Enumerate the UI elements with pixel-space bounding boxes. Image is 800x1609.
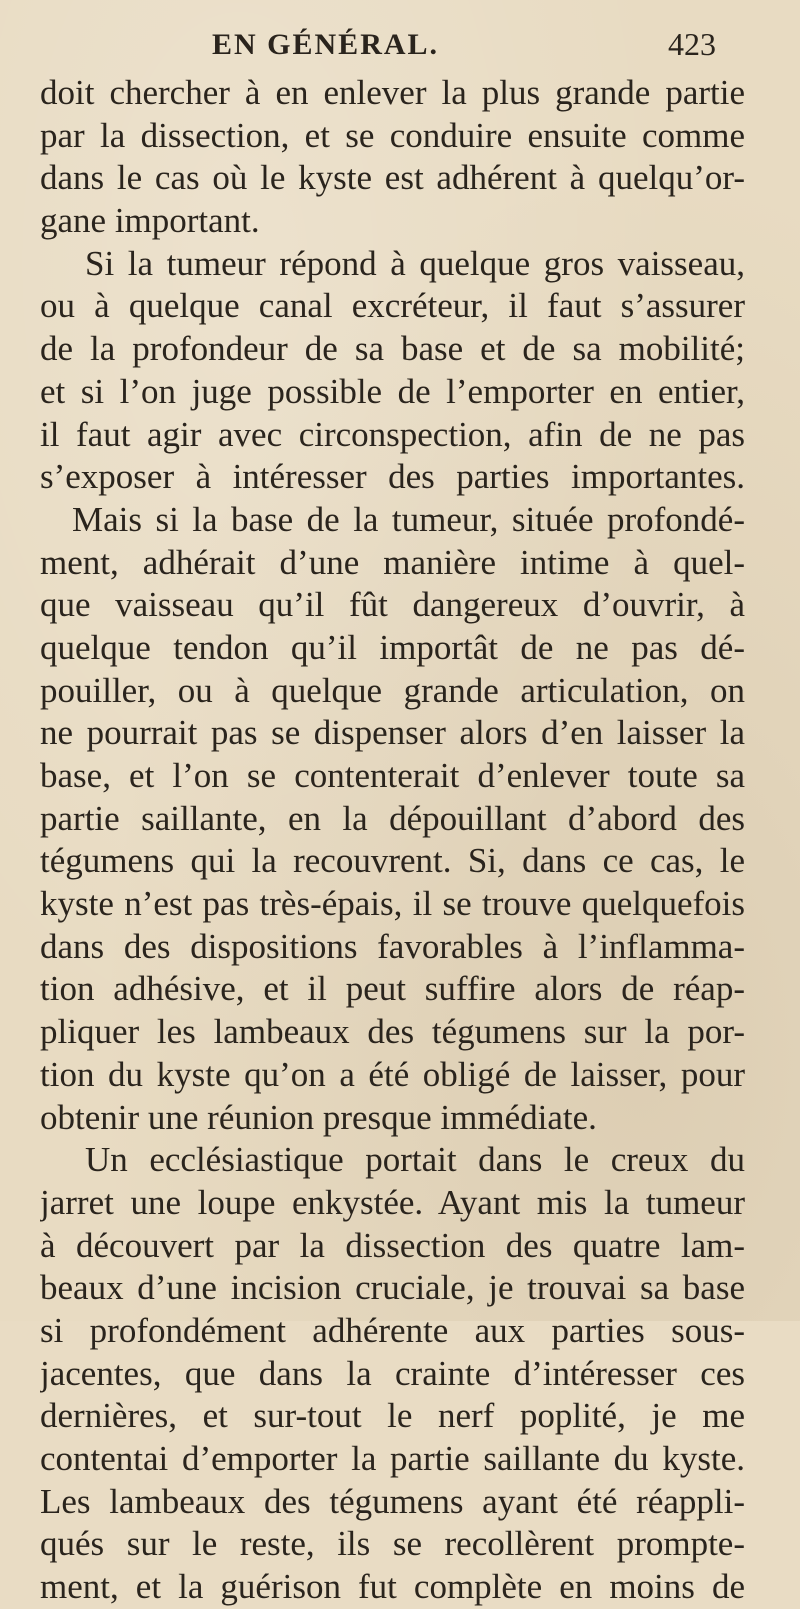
text-line: que vaisseau qu’il fût dangereux d’ouvrir, à [40,585,745,625]
text-line: dans des dispositions favorables à l’inflamma- [40,926,745,966]
text-line: base, et l’on se contenterait d’enlever toute sa [40,756,745,795]
page-header [0,10,800,70]
body-text [40,72,745,1609]
text-line: partie saillante, en la dépouillant d’abord des [40,798,745,838]
text-line: pouiller, ou à quelque grande articulation, on [40,670,745,710]
text-line: Les lambeaux des tégumens ayant été réappli- [40,1481,745,1521]
text-line: dans le cas où le kyste est adhérent à quelqu’or- [40,158,745,198]
text-line: quelque tendon qu’il importât de ne pas dé- [40,627,745,667]
text-line: jarret une loupe enkystée. Ayant mis la tumeur [40,1182,745,1222]
text-line: dernières, et sur-tout le nerf poplité, je me [40,1396,745,1436]
text-line: gane important. [40,201,260,241]
text-line: obtenir une réunion presque immédiate. [40,1097,597,1137]
text-line: ment, adhérait d’une manière intime à quel- [40,542,745,582]
text-line: par la dissection, et se conduire ensuite comme [40,115,745,155]
text-line: si profondément adhérente aux parties sous- [40,1310,745,1350]
text-line: pliquer les lambeaux des tégumens sur la por- [40,1012,745,1052]
text-line: ment, et la guérison fut complète en moins de [40,1567,745,1607]
text-line: tion adhésive, et il peut suffire alors de réap- [40,969,745,1009]
text-line: qués sur le reste, ils se recollèrent prompte- [40,1524,745,1564]
text-line: il faut agir avec circonspection, afin de ne pas [40,414,745,454]
text-line: tégumens qui la recouvrent. Si, dans ce cas, le [40,841,745,881]
text-line: contentai d’emporter la partie saillante du kyste. [40,1439,745,1478]
text-line: s’exposer à intéresser des parties importantes. [40,457,745,497]
text-line: à découvert par la dissection des quatre lam- [40,1225,745,1265]
text-line: ou à quelque canal excréteur, il faut s’assurer [40,286,745,326]
text-line: Si la tumeur répond à quelque gros vaisseau, [85,243,745,283]
page-number: 423 [668,26,716,62]
text-line: kyste n’est pas très-épais, il se trouve quelquefois [40,884,745,924]
text-line: et si l’on juge possible de l’emporter en entier, [40,371,745,411]
text-line: doit chercher à en enlever la plus grande partie [40,73,745,112]
text-line: beaux d’une incision cruciale, je trouvai sa base [40,1268,745,1308]
running-title: EN GÉNÉRAL. [212,28,440,61]
text-line: jacentes, que dans la crainte d’intéresser ces [40,1353,745,1393]
text-line: ne pourrait pas se dispenser alors d’en laisser la [40,713,745,753]
text-line: Mais si la base de la tumeur, située profondé- [72,499,745,539]
text-line: de la profondeur de sa base et de sa mobilité; [40,329,745,369]
text-line: tion du kyste qu’on a été obligé de laisser, pour [40,1054,745,1094]
text-line: Un ecclésiastique portait dans le creux du [85,1140,745,1180]
